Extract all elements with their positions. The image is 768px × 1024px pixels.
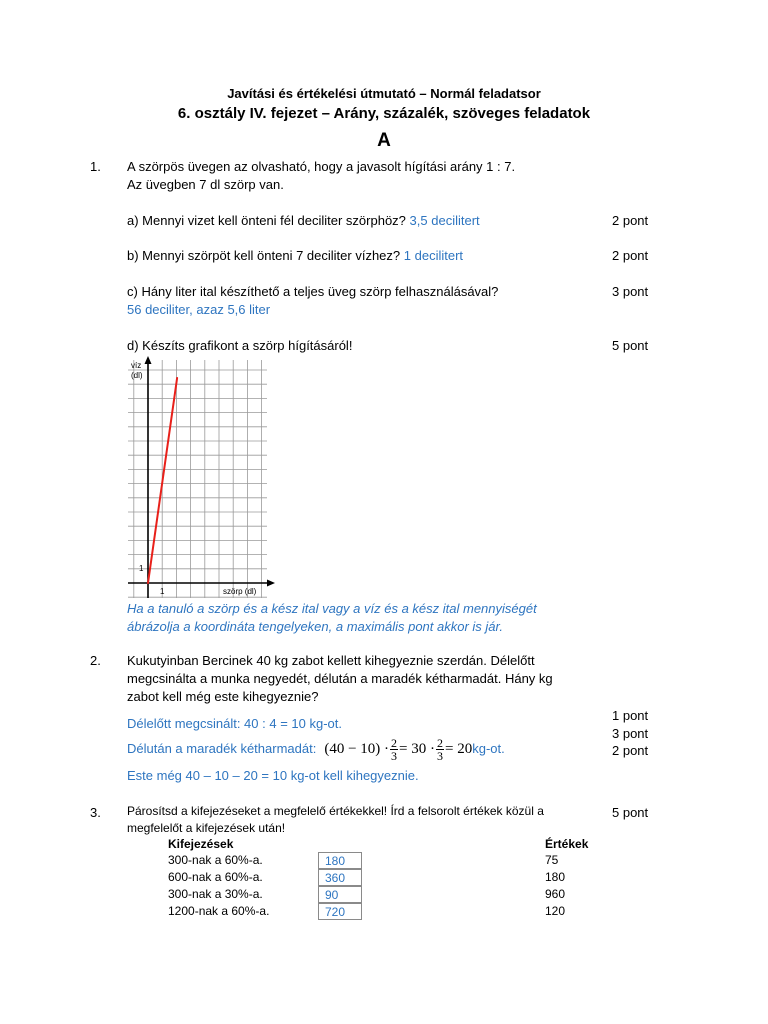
task2-question-line3: zabot kell még este kihegyeznie? (127, 689, 319, 704)
task2-expr-part2: = 30 · (399, 741, 435, 757)
task1b-question: b) Mennyi szörpöt kell önteni 7 deciliter vízhez? (127, 248, 401, 263)
task1c-question: c) Hány liter ital készíthető a teljes üveg szörp felhasználásával? (127, 284, 499, 299)
task3-question-line2: megfelelőt a kifejezések után! (127, 821, 286, 835)
task2-step2-label: Délután a maradék kétharmadát: (127, 741, 317, 756)
y-axis-label-line1: víz (131, 361, 142, 370)
task3-col-values: Értékek (545, 837, 589, 851)
x-tick-label: 1 (160, 587, 165, 596)
task1-note-line2: ábrázolja a koordináta tengelyeken, a maximális pont akkor is jár. (127, 619, 503, 634)
task2-points3: 2 pont (612, 743, 649, 758)
task1-number: 1. (90, 159, 101, 174)
task3-value2: 180 (545, 870, 566, 884)
task1-intro-line2: Az üvegben 7 dl szörp van. (127, 177, 284, 192)
task3-col-expressions: Kifejezések (168, 837, 234, 851)
task3-row4-answer[interactable]: 720 (318, 903, 362, 920)
task1b-points: 2 pont (612, 248, 649, 263)
task1c-answer: 56 deciliter, azaz 5,6 liter (127, 302, 271, 317)
task3-question-line1: Párosítsd a kifejezéseket a megfelelő értékekkel! Írd a felsorolt értékek közül a (127, 804, 544, 818)
task1-intro-line1: A szörpös üvegen az olvasható, hogy a javasolt hígítási arány 1 : 7. (127, 159, 516, 174)
task3-value3: 960 (545, 887, 566, 901)
task1a-answer: 3,5 decilitert (409, 213, 480, 228)
task2-points2: 3 pont (612, 726, 649, 741)
task2-points1: 1 pont (612, 708, 649, 723)
task1c-points: 3 pont (612, 284, 649, 299)
fraction-two-thirds: $\frac{2}{3}$ (391, 735, 398, 763)
task3-row1-answer[interactable]: 180 (318, 852, 362, 869)
y-tick-label: 1 (139, 564, 144, 573)
task3-value1: 75 (545, 853, 559, 867)
document-title: 6. osztály IV. fejezet – Arány, százalék, szöveges feladatok (177, 105, 591, 122)
task3-row2-answer[interactable]: 360 (318, 869, 362, 886)
x-axis-arrow (267, 580, 275, 587)
x-axis-label: szörp (dl) (223, 587, 257, 596)
chart-grid (128, 360, 267, 598)
y-axis-label-line2: (dl) (131, 371, 143, 380)
task3-row3-answer[interactable]: 90 (318, 886, 362, 903)
task3-points: 5 pont (612, 805, 649, 820)
task2-expr-part3: = 20 (445, 741, 473, 757)
task2-step2 (127, 732, 505, 766)
task3-row3-expression: 300-nak a 30%-a. (168, 887, 263, 901)
fraction-two-thirds-2: $\frac{2}{3}$ (437, 735, 443, 763)
task2-step3: Este még 40 – 10 – 20 = 10 kg-ot kell kihegyeznie. (127, 768, 419, 783)
y-axis-arrow (145, 356, 152, 364)
task1b (127, 247, 463, 265)
task2-question-line2: megcsinálta a munka negyedét, délután a maradék kétharmadát. Hány kg (127, 671, 553, 686)
task1d-question: d) Készíts grafikont a szörp hígításáról! (127, 338, 353, 353)
task1a (127, 212, 480, 230)
task1a-points: 2 pont (612, 213, 649, 228)
task3-row1-expression: 300-nak a 60%-a. (168, 853, 263, 867)
task1d-points: 5 pont (612, 338, 649, 353)
variant-label: A (377, 130, 391, 151)
document-subtitle: Javítási és értékelési útmutató – Normál feladatsor (227, 86, 541, 101)
task1b-answer: 1 decilitert (403, 248, 464, 263)
task3-row4-expression: 1200-nak a 60%-a. (168, 904, 270, 918)
task2-step1: Délelőtt megcsinált: 40 : 4 = 10 kg-ot. (127, 716, 342, 731)
task2-number: 2. (90, 653, 101, 668)
task1-note-line1: Ha a tanuló a szörp és a kész ital vagy a víz és a kész ital mennyiségét (127, 601, 537, 616)
task2-expr-unit: kg-ot. (472, 741, 505, 756)
dilution-chart (120, 354, 275, 599)
task2-question-line1: Kukutyinban Bercinek 40 kg zabot kellett kihegyeznie szerdán. Délelőtt (127, 653, 535, 668)
task2-expr-part1: (40 − 10) · (324, 741, 390, 757)
task3-row2-expression: 600-nak a 60%-a. (168, 870, 263, 884)
task3-number: 3. (90, 805, 101, 820)
task1a-question: a) Mennyi vizet kell önteni fél deciliter szörphöz? (127, 213, 406, 228)
task3-value4: 120 (545, 904, 566, 918)
